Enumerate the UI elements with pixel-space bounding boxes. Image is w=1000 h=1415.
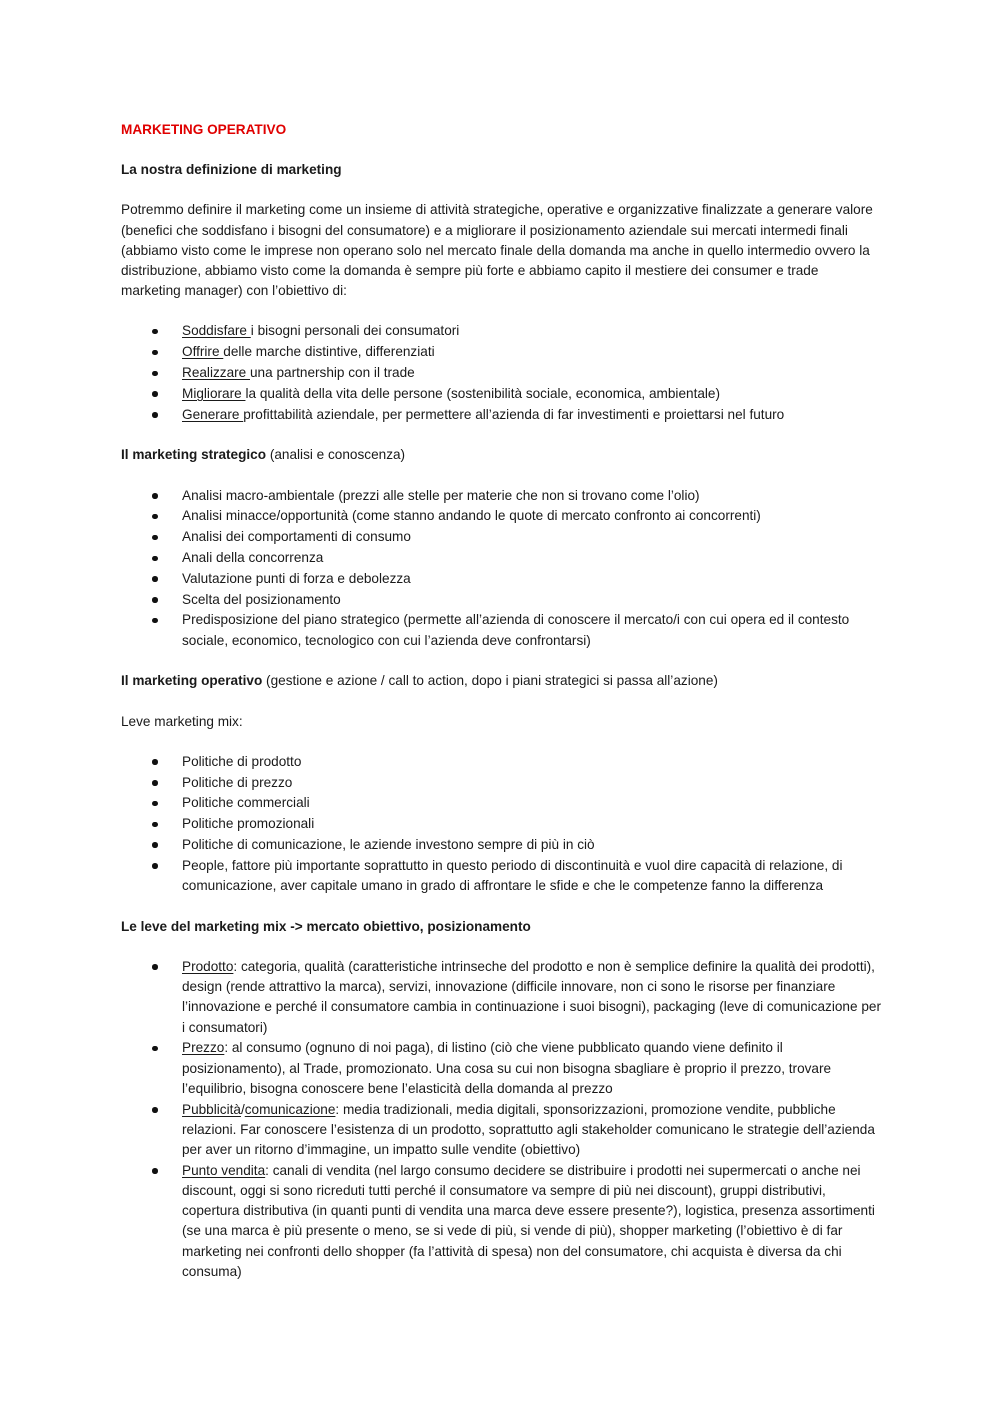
- keyword: Migliorare: [182, 385, 246, 401]
- heading-rest: (gestione e azione / call to action, dopo i piani strategici si passa all’azione): [262, 673, 718, 689]
- heading-bold: Il marketing operativo: [121, 673, 263, 689]
- list-item: [121, 1161, 881, 1282]
- item-text: : media tradizionali, media digitali, sponsorizzazioni, promozione vendite, pubbliche relazioni. Far conoscere l’esistenza di un prodotto, soprattutto agli stakeholder comunicano le strategie dell’azienda per aver un ritorno d’immagine, un impatto sulle vendite (obiettivo): [182, 1101, 875, 1157]
- list-item: [121, 1038, 881, 1099]
- separator: /: [240, 1101, 245, 1117]
- item-text: la qualità della vita delle persone (sostenibilità sociale, economica, ambientale): [245, 385, 721, 401]
- keyword: Punto vendita: [182, 1162, 266, 1178]
- item-text: : categoria, qualità (caratteristiche intrinseche del prodotto e non è semplice definire la qualità dei prodotti), design (rende attrattivo la marca), servizi, innovazione (difficile innovare, non ci sono le risorse per finanziare l’innovazione e perché il consumatore cambia in continuazione i suoi bisogni), packaging (leve di comunicazione per i consumatori): [182, 958, 881, 1035]
- list-item: Anali della concorrenza: [121, 548, 881, 568]
- heading-leve-marketing-mix: Le leve del marketing mix -> mercato obiettivo, posizionamento: [121, 918, 531, 934]
- keyword: Realizzare: [182, 365, 250, 381]
- list-strategico: [121, 486, 881, 651]
- list-item: [121, 405, 881, 425]
- list-item: Analisi macro-ambientale (prezzi alle stelle per materie che non si trovano come l’olio): [121, 486, 881, 506]
- item-text: : al consumo (ognuno di noi paga), di listino (ciò che viene pubblicato quando viene definito il posizionamento), al Trade, promozionato. Una cosa su cui non bisogna sbagliare è proprio il prezzo, trovare l’equilibrio, bisogna conoscere bene l’elasticità della domanda al prezzo: [182, 1040, 832, 1096]
- keyword: Soddisfare: [182, 323, 251, 339]
- list-item: [121, 321, 881, 341]
- keyword: Pubblicità: [182, 1101, 241, 1117]
- list-item: Analisi dei comportamenti di consumo: [121, 527, 881, 547]
- list-item: [121, 957, 881, 1038]
- keyword: Prezzo: [182, 1040, 225, 1056]
- list-item: [121, 1100, 881, 1161]
- list-item: Politiche di comunicazione, le aziende investono sempre di più in ciò: [121, 835, 881, 855]
- list-item: Valutazione punti di forza e debolezza: [121, 569, 881, 589]
- heading-marketing-strategico: [121, 445, 881, 465]
- keyword: Offrire: [182, 344, 224, 360]
- document-page: [121, 120, 881, 1283]
- item-text: profittabilità aziendale, per permettere all’azienda di far investimenti e proiettarsi nel futuro: [243, 406, 785, 422]
- list-item: Politiche di prezzo: [121, 773, 881, 793]
- list-item: People, fattore più importante soprattutto in questo periodo di discontinuità e vuol dire capacità di relazione, di comunicazione, aver capitale umano in grado di affrontare le sfide e che le competenze fanno la differenza: [121, 856, 881, 896]
- list-item: [121, 363, 881, 383]
- item-text: delle marche distintive, differenziati: [223, 344, 435, 360]
- list-item: Scelta del posizionamento: [121, 590, 881, 610]
- heading-definizione: La nostra definizione di marketing: [121, 162, 342, 178]
- list-item: Politiche di prodotto: [121, 752, 881, 772]
- list-item: Politiche commerciali: [121, 793, 881, 813]
- item-text: i bisogni personali dei consumatori: [250, 323, 460, 339]
- paragraph-definizione: Potremmo definire il marketing come un insieme di attività strategiche, operative e organizzative finalizzate a generare valore (benefici che soddisfano i bisogni del consumatore) e a migliorare il posizionamento aziendale sui mercati intermedi finali (abbiamo visto come le imprese non operano solo nel mercato finale della domanda ma anche in quello intermedio ovvero la distribuzione, abbiamo visto come la domanda è sempre più forte e abbiamo capito il mestiere dei consumer e trade marketing manager) con l’obiettivo di:: [121, 202, 873, 299]
- document-title: MARKETING OPERATIVO: [121, 122, 287, 137]
- list-leve: [121, 957, 881, 1282]
- list-item: [121, 384, 881, 404]
- list-obiettivi: [121, 321, 881, 424]
- item-text: una partnership con il trade: [250, 365, 415, 381]
- list-item: Politiche promozionali: [121, 814, 881, 834]
- leve-label: Leve marketing mix:: [121, 713, 243, 729]
- keyword: Generare: [182, 406, 244, 422]
- item-text: : canali di vendita (nel largo consumo decidere se distribuire i prodotti nei supermercati o anche nei discount, oggi si sono ricreduti tutti perché il consumatore va sempre di più nei discount), gruppi distributivi, copertura distributiva (in quanti punti di vendita una marca deve essere presente?), logistica, presenza assortimenti (se una marca è più presente o meno, se si vede di più, si vende di più), shopper marketing (l’obiettivo è di far marketing nei confronti dello shopper (fa l’attività di spesa) non del consumatore, chi acquista è diversa da chi consuma): [182, 1162, 875, 1279]
- heading-bold: Il marketing strategico: [121, 447, 267, 463]
- list-item: Analisi minacce/opportunità (come stanno andando le quote di mercato confronto ai concorrenti): [121, 506, 881, 526]
- heading-marketing-operativo: [121, 671, 881, 691]
- list-item: [121, 342, 881, 362]
- keyword: comunicazione: [244, 1101, 336, 1117]
- list-item: Predisposizione del piano strategico (permette all’azienda di conoscere il mercato/i con cui opera ed il contesto sociale, economico, tecnologico con cui l’azienda deve confrontarsi): [121, 610, 881, 650]
- list-operativo: [121, 752, 881, 896]
- keyword: Prodotto: [182, 958, 234, 974]
- heading-rest: (analisi e conoscenza): [266, 447, 406, 463]
